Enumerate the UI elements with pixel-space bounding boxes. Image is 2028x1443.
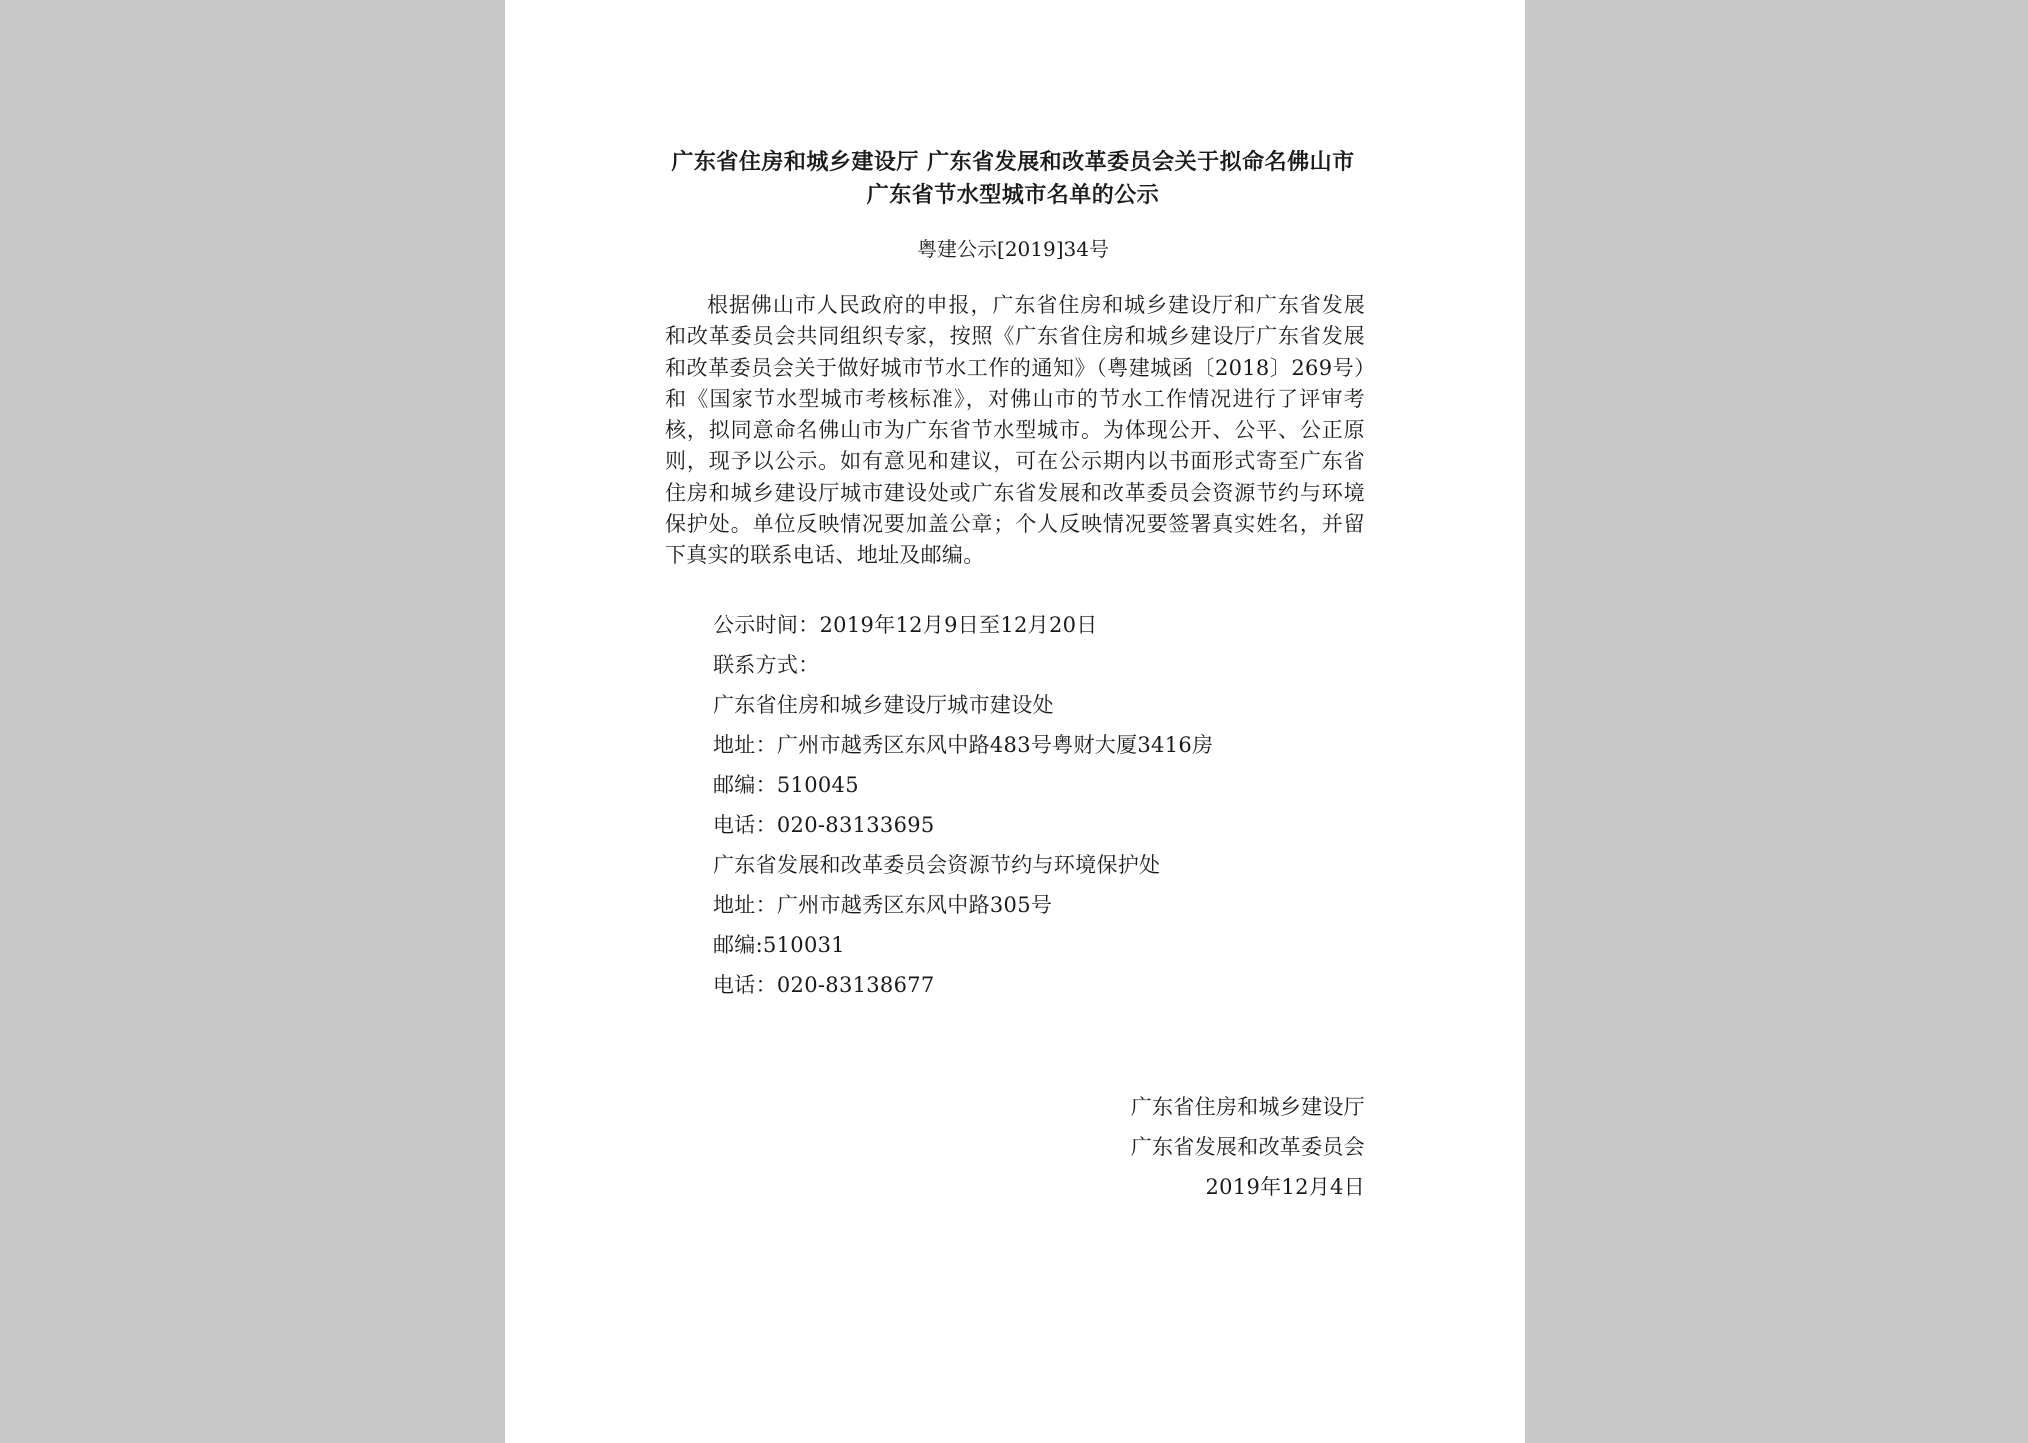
contact-2-address: 地址：广州市越秀区东风中路305号 [713, 893, 1053, 917]
contact-2-phone: 电话：020-83138677 [713, 973, 935, 997]
signature-date: 2019年12月4日 [1205, 1175, 1365, 1199]
body-paragraph: 根据佛山市人民政府的申报，广东省住房和城乡建设厅和广东省发展和改革委员会共同组织专家，按照《广东省住房和城乡建设厅广东省发展和改革委员会关于做好城市节水工作的通知》（粤建城函〔2018〕269号）和《国家节水型城市考核标准》，对佛山市的节水工作情况进行了评审考核，拟同意命名佛山市为广东省节水型城市。为体现公开、公平、公正原则，现予以公示。如有意见和建议，可在公示期内以书面形式寄至广东省住房和城乡建设厅城市建设处或广东省发展和改革委员会资源节约与环境保护处。单位反映情况要加盖公章；个人反映情况要签署真实姓名，并留下真实的联系电话、地址及邮编。 [665, 293, 1365, 568]
contact-1-phone: 电话：020-83133695 [713, 813, 935, 837]
signature-2: 广东省发展和改革委员会 [1130, 1135, 1365, 1159]
notice-period: 公示时间：2019年12月9日至12月20日 [713, 613, 1098, 637]
contact-1-org: 广东省住房和城乡建设厅城市建设处 [713, 693, 1054, 717]
contact-1-postcode: 邮编：510045 [713, 773, 859, 797]
document-number: 粤建公示[2019]34号 [917, 237, 1109, 261]
contact-2-postcode: 邮编:510031 [713, 933, 845, 957]
page-title: 广东省住房和城乡建设厅 广东省发展和改革委员会关于拟命名佛山市广东省节水型城市名单的公示 [671, 150, 1355, 208]
contact-2-org: 广东省发展和改革委员会资源节约与环境保护处 [713, 853, 1161, 877]
signature-1: 广东省住房和城乡建设厅 [1130, 1095, 1365, 1119]
contact-1-address: 地址：广州市越秀区东风中路483号粤财大厦3416房 [713, 733, 1214, 757]
document-page [505, 0, 1525, 1443]
contact-heading: 联系方式： [713, 653, 820, 677]
